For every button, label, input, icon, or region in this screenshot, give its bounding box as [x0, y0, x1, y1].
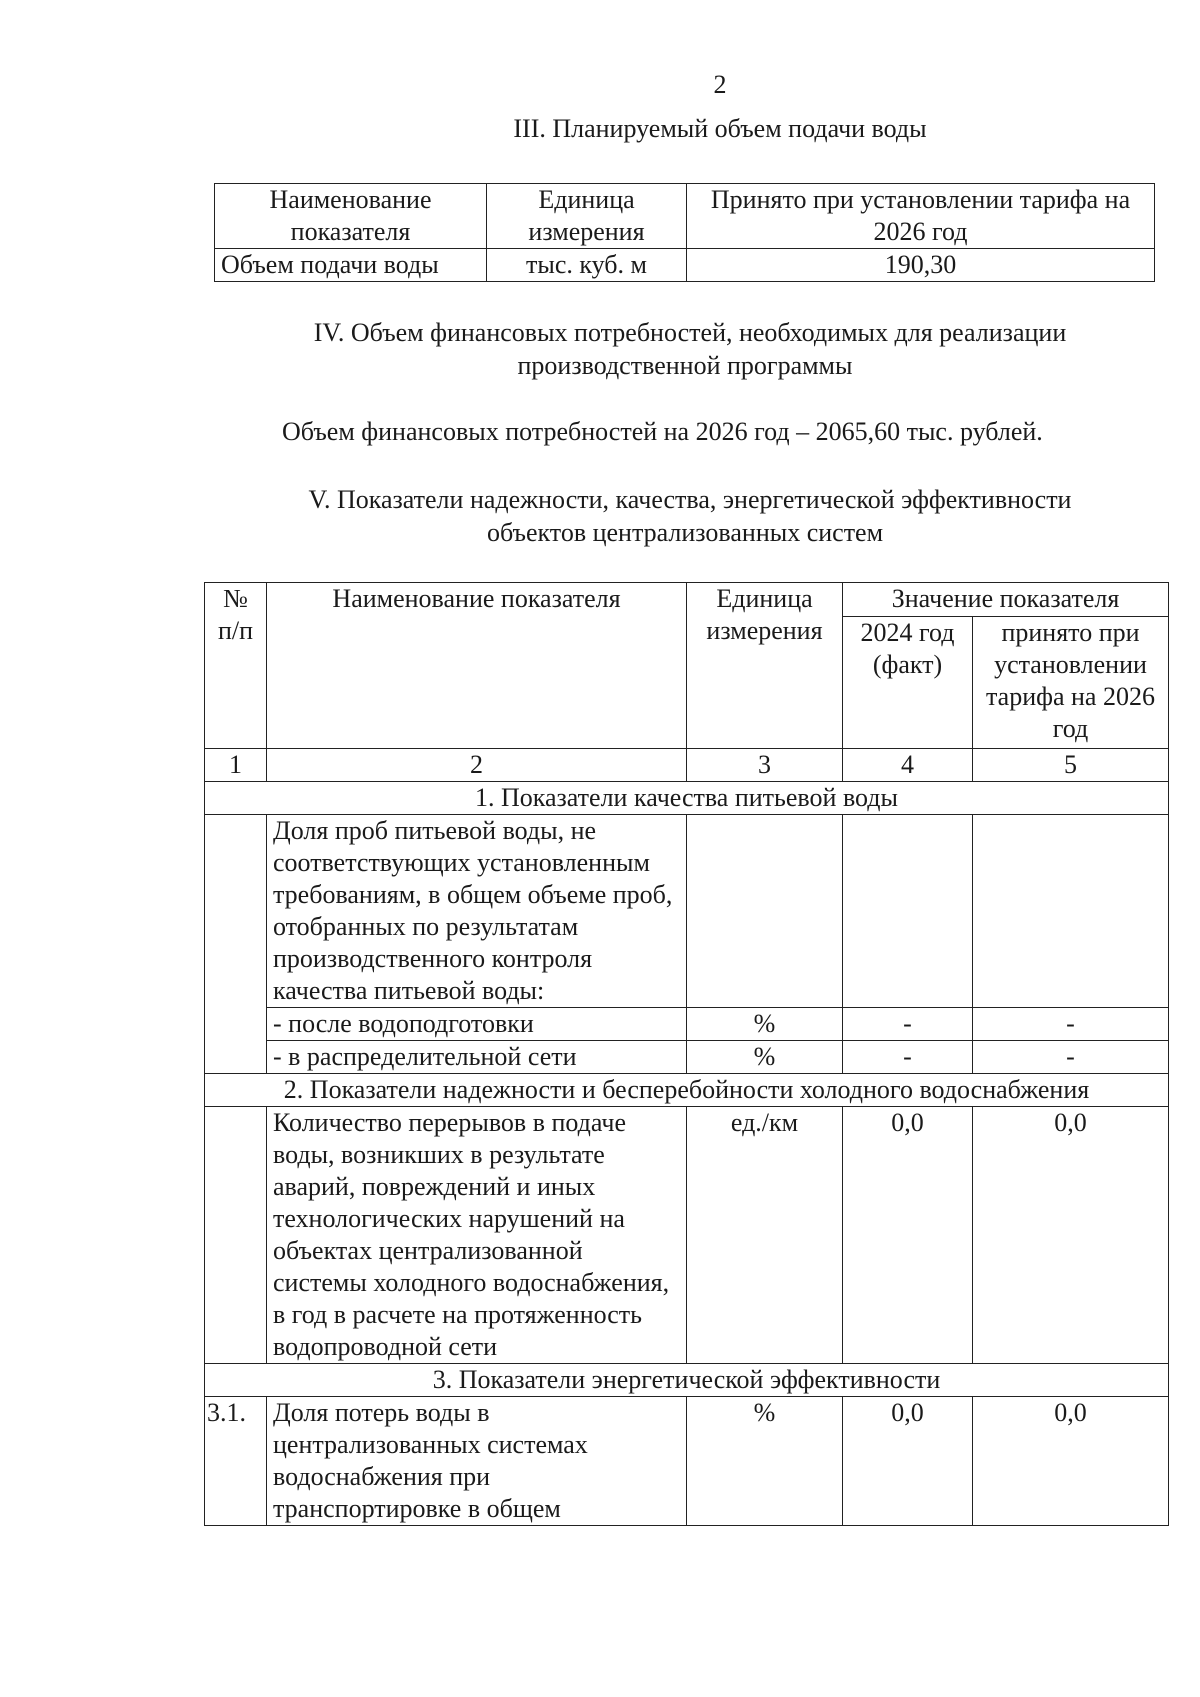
row-2026: 0,0 [973, 1107, 1169, 1364]
col-number: 5 [973, 749, 1169, 782]
header-unit: Единица измерения [487, 184, 687, 249]
header-unit: Единица измерения [687, 583, 843, 749]
header-name: Наименование показателя [215, 184, 487, 249]
column-number-row [205, 749, 1169, 782]
page-number: 2 [713, 70, 727, 99]
row-name: Объем подачи воды [215, 249, 487, 282]
row-2024: 0,0 [843, 1397, 973, 1526]
row-name: - после водоподготовки [267, 1008, 687, 1041]
row-num [205, 815, 267, 1074]
row-unit: ед./км [687, 1107, 843, 1364]
row-2026: - [973, 1041, 1169, 1074]
row-num: 3.1. [205, 1397, 267, 1526]
section-row [205, 1074, 1169, 1107]
indicators-table [204, 582, 1169, 1526]
table-row [205, 1041, 1169, 1074]
section4-title-line1: IV. Объем финансовых потребностей, необходимых для реализации [313, 318, 1067, 347]
group1-lead: Доля проб питьевой воды, не соответствующих установленным требованиям, в общем объеме проб, отобранных по результатам производственного контроля качества питьевой воды: [267, 815, 687, 1008]
col-number: 2 [267, 749, 687, 782]
row-name: Доля потерь воды в централизованных системах водоснабжения при транспортировке в общем [267, 1397, 687, 1526]
table-row [215, 249, 1155, 282]
header-2024: 2024 год (факт) [843, 616, 973, 748]
section-row [205, 1364, 1169, 1397]
table-row [205, 1008, 1169, 1041]
table-row [205, 1107, 1169, 1364]
row-2024: 0,0 [843, 1107, 973, 1364]
section5-title-line1: V. Показатели надежности, качества, энергетической эффективности [308, 485, 1072, 514]
supply-volume-table [214, 183, 1155, 282]
header-num: № п/п [205, 583, 267, 749]
row-unit: % [687, 1008, 843, 1041]
financial-needs-text: Объем финансовых потребностей на 2026 год – 2065,60 тыс. рублей. [282, 417, 1043, 446]
section-row [205, 782, 1169, 815]
header-accepted: Принято при установлении тарифа на 2026 год [687, 184, 1155, 249]
section3-title: III. Планируемый объем подачи воды [513, 114, 927, 143]
section4-title-line2: производственной программы [517, 351, 853, 380]
row-2026: 0,0 [973, 1397, 1169, 1526]
row-unit: % [687, 1397, 843, 1526]
row-unit: % [687, 1041, 843, 1074]
group2-title: 2. Показатели надежности и бесперебойности холодного водоснабжения [205, 1074, 1169, 1107]
row-2026: - [973, 1008, 1169, 1041]
header-name: Наименование показателя [267, 583, 687, 749]
table-header-row [215, 184, 1155, 249]
section5-title-line2: объектов централизованных систем [486, 518, 884, 547]
header-2026: принято при установлении тарифа на 2026 год [973, 616, 1169, 748]
table-row [205, 1397, 1169, 1526]
row-value: 190,30 [687, 249, 1155, 282]
row-name: Количество перерывов в подаче воды, возникших в результате аварий, повреждений и иных технологических нарушений на объектах централизованной системы холодного водоснабжения, в год в расчете на протяженность водопроводной сети [267, 1107, 687, 1364]
row-name: - в распределительной сети [267, 1041, 687, 1074]
header-value: Значение показателя [843, 583, 1169, 617]
table-row [205, 815, 1169, 1008]
header-row-1 [205, 583, 1169, 617]
row-2024: - [843, 1041, 973, 1074]
row-unit: тыс. куб. м [487, 249, 687, 282]
group1-title: 1. Показатели качества питьевой воды [205, 782, 1169, 815]
col-number: 4 [843, 749, 973, 782]
group3-title: 3. Показатели энергетической эффективности [205, 1364, 1169, 1397]
col-number: 1 [205, 749, 267, 782]
col-number: 3 [687, 749, 843, 782]
row-num [205, 1107, 267, 1364]
row-2024: - [843, 1008, 973, 1041]
